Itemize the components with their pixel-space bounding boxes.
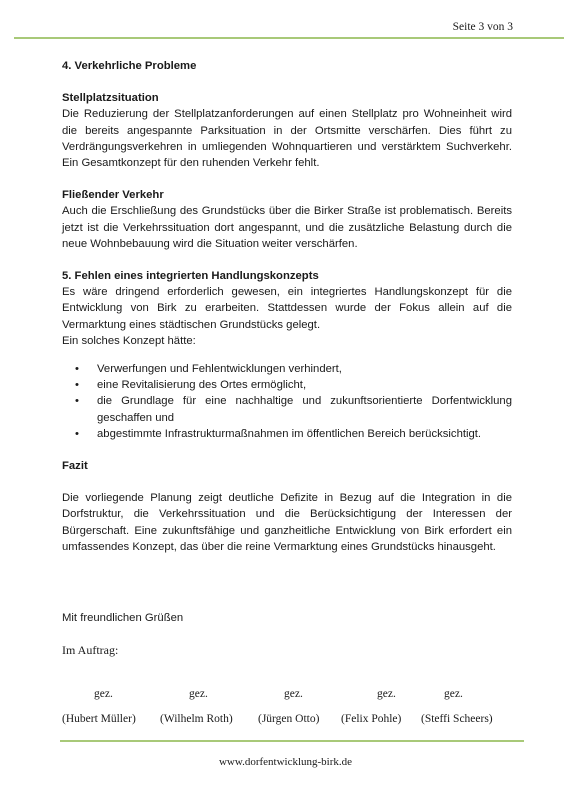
signatory-name: (Steffi Scheers) [421, 713, 493, 725]
closing-greeting: Mit freundlichen Grüßen [62, 612, 184, 624]
section-heading-concept: 5. Fehlen eines integrierten Handlungskonzepts [62, 270, 319, 283]
subheading-flow: Fließender Verkehr [62, 189, 164, 202]
letter-body [62, 58, 512, 555]
signatory-name: (Jürgen Otto) [258, 713, 320, 725]
list-item: • eine Revitalisierung des Ortes ermöglicht, [62, 377, 512, 393]
signature-mark: gez. [284, 688, 303, 700]
subheading-parking: Stellplatzsituation [62, 92, 159, 105]
signature-mark: gez. [377, 688, 396, 700]
page-number: Seite 3 von 3 [452, 21, 513, 33]
header-rule [14, 37, 564, 39]
signature-mark: gez. [94, 688, 113, 700]
paragraph-conclusion: Die vorliegende Planung zeigt deutliche Defizite in Bezug auf die Integration in die Dorfstruktur, die Verkehrssituation und die Berücksichtigung der Interessen der Bürgerschaft. Eine zukunftsfähige und ganzheitliche Entwicklung von Birk erfordert ein umfassendes Konzept, das über die reine Vermarktung eines Grundstücks hinausgeht. [62, 492, 512, 553]
bullet-icon: • [75, 427, 79, 440]
bullet-icon: • [75, 395, 79, 408]
signatory-name: (Wilhelm Roth) [160, 713, 233, 725]
section-heading-conclusion: Fazit [62, 460, 88, 473]
signature-mark: gez. [189, 688, 208, 700]
section-heading-traffic: 4. Verkehrliche Probleme [62, 60, 197, 72]
footer-rule [60, 740, 524, 742]
bullet-icon: • [75, 379, 79, 392]
bullet-icon: • [75, 363, 79, 376]
list-item: • die Grundlage für eine nachhaltige und zukunftsorientierte Dorfentwicklung geschaffen und [75, 395, 512, 424]
paragraph-parking: Die Reduzierung der Stellplatzanforderungen auf einen Stellplatz pro Wohneinheit wird die bereits angespannte Parksituation in der Ortsmitte verschärfen. Dies führt zu Verdrängungsverkehren in umliegenden Wohnquartieren und verstärktem Suchverkehr. Ein Gesamtkonzept für den ruhenden Verkehr fehlt. [62, 108, 512, 170]
list-item: • abgestimmte Infrastrukturmaßnahmen im öffentlichen Bereich berücksichtigt. [62, 426, 512, 442]
on-behalf-label: Im Auftrag: [62, 643, 119, 657]
footer-website[interactable]: www.dorfentwicklung-birk.de [218, 756, 353, 768]
paragraph-concept-lead: Ein solches Konzept hätte: [62, 334, 196, 347]
paragraph-flow: Auch die Erschließung des Grundstücks über die Birker Straße ist problematisch. Bereits jetzt ist die Verkehrssituation dort angespannt, und die zusätzliche Belastung durch die neue Wohnbebauung wird die Situation weiter verschärfen. [62, 205, 512, 250]
paragraph-concept: Es wäre dringend erforderlich gewesen, ein integriertes Handlungskonzept für die Entwicklung von Birk zu erarbeiten. Stattdessen wurde der Fokus allein auf die Vermarktung eines städtischen Grundstücks gelegt. [62, 286, 512, 331]
concept-bullet-list [62, 361, 512, 442]
list-item: • Verwerfungen und Fehlentwicklungen verhindert, [62, 361, 512, 377]
signature-mark: gez. [444, 688, 463, 700]
signatory-name: (Felix Pohle) [341, 713, 402, 725]
signatory-name: (Hubert Müller) [62, 713, 136, 725]
